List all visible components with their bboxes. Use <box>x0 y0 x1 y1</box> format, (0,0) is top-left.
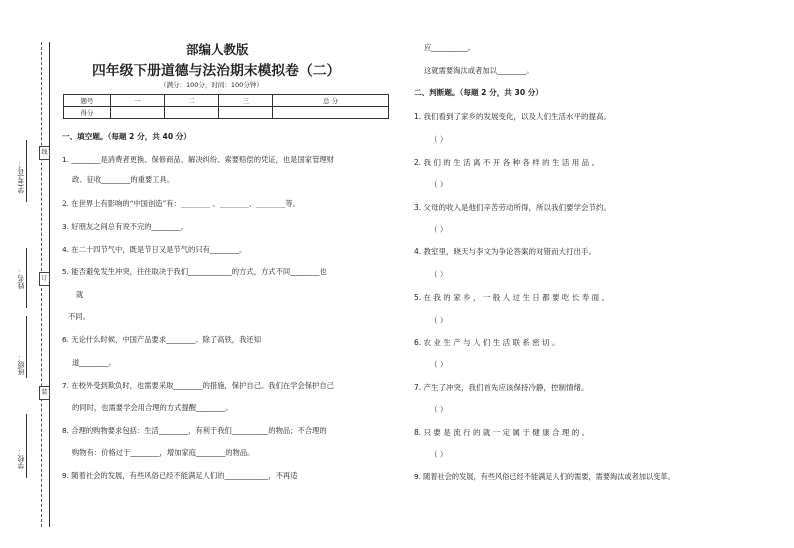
continued-text: 这就需要淘汰或者加以________。 <box>424 66 534 75</box>
answer-paren[interactable]: （ ） <box>430 360 448 369</box>
score-cell[interactable] <box>165 107 219 119</box>
answer-paren[interactable]: （ ） <box>430 405 448 414</box>
question-text: 不同。 <box>68 312 90 321</box>
title-publisher: 部编人教版 <box>186 42 249 57</box>
class-line <box>26 316 27 378</box>
question-text: 6. 无论什么时候，中国产品要求________。除了高铁，我还知 <box>62 335 261 344</box>
class-label: 班级： <box>17 354 25 375</box>
score-header-cell: 一 <box>111 95 165 107</box>
score-table <box>63 94 389 119</box>
continued-text: 应__________。 <box>424 43 476 52</box>
question-text: 4. 在二十四节气中，既是节日又是节气的只有________。 <box>62 245 247 254</box>
binding-mark-line: 线 <box>39 146 50 160</box>
binding-mark-pack: 装 <box>39 386 50 400</box>
name-label: 姓名： <box>17 268 25 289</box>
question-text: 就 <box>76 290 84 299</box>
answer-paren[interactable]: （ ） <box>430 450 448 459</box>
score-header-cell: 题号 <box>64 95 111 107</box>
answer-paren[interactable]: （ ） <box>430 225 448 234</box>
judge-item: 6. 农 业 生 产 与 人 们 生 活 联 系 密 切 。 <box>414 338 560 347</box>
exam-info: （满分：100分，时间：100分钟） <box>160 81 263 89</box>
student-id-line <box>26 140 27 202</box>
question-text: 8. 合理的购物要求包括：生活________，有利于我们__________的物品；不合理的 <box>62 426 327 435</box>
question-text: 购物有：价格过于________，增加家庭________的物品。 <box>72 448 255 457</box>
judge-item: 1. 我们看到了家乡的发展变化，以及人们生活水平的提高。 <box>414 112 612 121</box>
question-text: 1. ________是消费者更换、保修商品、解决纠纷、索要赔偿的凭证，也是国家管理财 <box>62 155 334 164</box>
judge-item: 8. 只 要 是 流 行 的 就 一 定 属 于 健 康 合 理 的 。 <box>414 428 590 437</box>
answer-paren[interactable]: （ ） <box>430 180 448 189</box>
student-id-label: 学(考)号： <box>17 160 25 194</box>
judge-item: 4. 教室里，晓天与李文为争论答案的对错而大打出手。 <box>414 247 597 256</box>
question-text: 道________。 <box>72 358 116 367</box>
school-label: 学校： <box>17 448 25 469</box>
judge-item: 5. 在 我 的 家 乡 ， 一 般 人 过 生 日 都 要 吃 长 寿 面 。 <box>414 293 609 302</box>
score-header-cell: 二 <box>165 95 219 107</box>
section1-heading: 一、填空题。（每题 2 分，共 40 分） <box>62 132 191 141</box>
question-text: 3. 好朋友之间总有说不完的________。 <box>62 222 189 231</box>
answer-paren[interactable]: （ ） <box>430 135 448 144</box>
score-row-label: 得分 <box>64 107 111 119</box>
score-header-cell: 总 分 <box>273 95 389 107</box>
school-line <box>26 414 27 478</box>
question-text: 7. 在校外受到欺负时，也需要采取________的措施，保护自己。我们在学会保护自己 <box>62 381 334 390</box>
judge-item: 2. 我 们 的 生 活 离 不 开 各 种 各 样 的 生 活 用 品 。 <box>414 158 600 167</box>
question-text: 9. 随着社会的发展，有些风俗已经不能满足人们的____________，不再适 <box>62 471 298 480</box>
name-line <box>26 248 27 308</box>
page-title: 四年级下册道德与法治期末模拟卷（二） <box>92 63 341 79</box>
score-header-cell: 三 <box>219 95 273 107</box>
question-text: 政、征收________的重要工具。 <box>72 175 175 184</box>
section2-heading: 二、判断题。（每题 2 分，共 30 分） <box>414 88 543 97</box>
score-cell[interactable] <box>219 107 273 119</box>
judge-item: 9. 随着社会的发展，有些风俗已经不能满足人们的需要，需要淘汰或者加以变革。 <box>414 472 675 481</box>
binding-mark-staple: 订 <box>39 272 50 286</box>
answer-paren[interactable]: （ ） <box>430 316 448 325</box>
judge-item: 7. 产生了冲突，我们首先应该保持冷静，控制情绪。 <box>414 383 589 392</box>
question-text: 2. 在世界上有影响的“中国创造”有：________ 、________、________等。 <box>62 199 300 208</box>
score-cell[interactable] <box>111 107 165 119</box>
question-text: 的同时，也需要学会用合理的方式提醒________。 <box>72 403 233 412</box>
score-cell[interactable] <box>273 107 389 119</box>
question-text: 5. 能否避免发生冲突，往往取决于我们____________的方式，方式不同________也 <box>62 267 327 276</box>
judge-item: 3. 父母的收入是他们辛苦劳动所得，所以我们要学会节约。 <box>414 203 612 212</box>
answer-paren[interactable]: （ ） <box>430 270 448 279</box>
